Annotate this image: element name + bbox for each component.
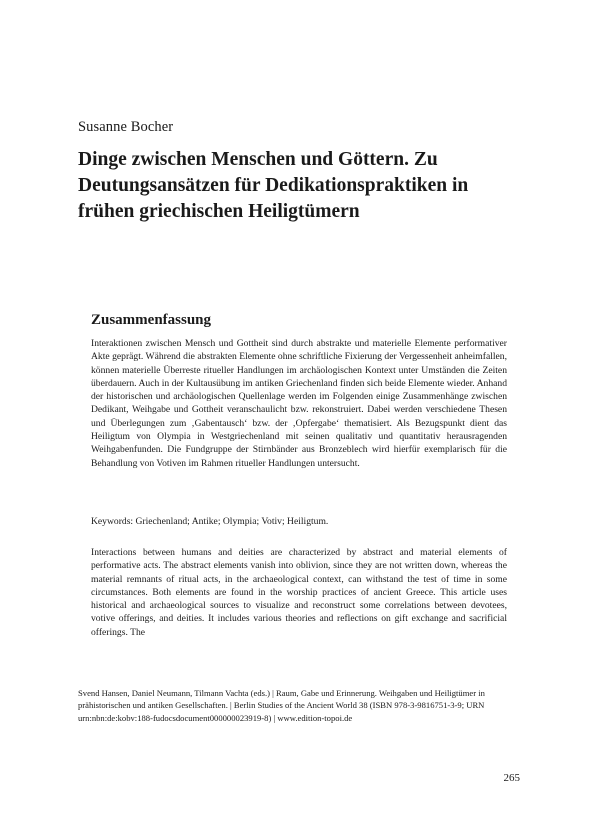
abstract-english: Interactions between humans and deities are characterized by abstract and material elements of performative acts. The abstract elements vanish into oblivion, since they are not written down, whereas the material remnants of ritual acts, in the archaeological context, can withstand the test of time in some circumstances. Both elements are found in the worship practices of ancient Greece. This article uses historical and archaeological sources to visualize and reconstruct some correlations between devotees, votive offerings, and deities. It includes various theories and reflections on gift exchange and sacrificial offerings. The <box>91 547 507 638</box>
keywords: Keywords: Griechenland; Antike; Olympia; Votiv; Heiligtum. <box>91 516 329 527</box>
citation-footer: Svend Hansen, Daniel Neumann, Tilmann Vachta (eds.) | Raum, Gabe und Erinnerung. Weihgaben und Heiligtümer in prähistorischen und antiken Gesellschaften. | Berlin Studies of the Ancient World 38 (ISBN 978-3-9816751-3-9; URN urn:nbn:de:kobv:188-fudocsdocument000000023919-8) | www.edition-topoi.de <box>78 688 485 723</box>
article-title: Dinge zwischen Menschen und Göttern. Zu Deutungsansätzen für Dedikationspraktiken in frühen griechischen Heiligtümern <box>78 149 469 222</box>
abstract-heading: Zusammenfassung <box>91 312 212 328</box>
page-number: 265 <box>503 772 520 784</box>
abstract-german: Interaktionen zwischen Mensch und Gottheit sind durch abstrakte und materielle Elemente performativer Akte geprägt. Während die abstrakten Elemente ohne schriftliche Fixierung der Vergessenheit anheimfallen, können materielle Überreste ritueller Handlungen im archäologischen Kontext unter Umständen die Zeiten überdauern. Auch in der Kultausübung im antiken Griechenland finden sich beide Elemente wieder. Anhand der historischen und archäologischen Quellenlage werden im Folgenden einige Zusammenhänge zwischen Dedikant, Weihgabe und Gottheit veranschaulicht bzw. rekonstruiert. Dabei werden verschiedene Thesen und Überlegungen zum ‚Gabentausch‘ bzw. der ‚Opfergabe‘ thematisiert. Als Bezugspunkt dient das Heiligtum von Olympia in Westgriechenland mit seinen qualitativ und quantitativ herausragenden Weihgabenfunden. Die Fundgruppe der Stirnbänder aus Bronzeblech wird hierfür exemplarisch für die Behandlung von Votiven im Rahmen ritueller Handlungen untersucht. <box>91 338 507 469</box>
author-name: Susanne Bocher <box>78 119 174 135</box>
